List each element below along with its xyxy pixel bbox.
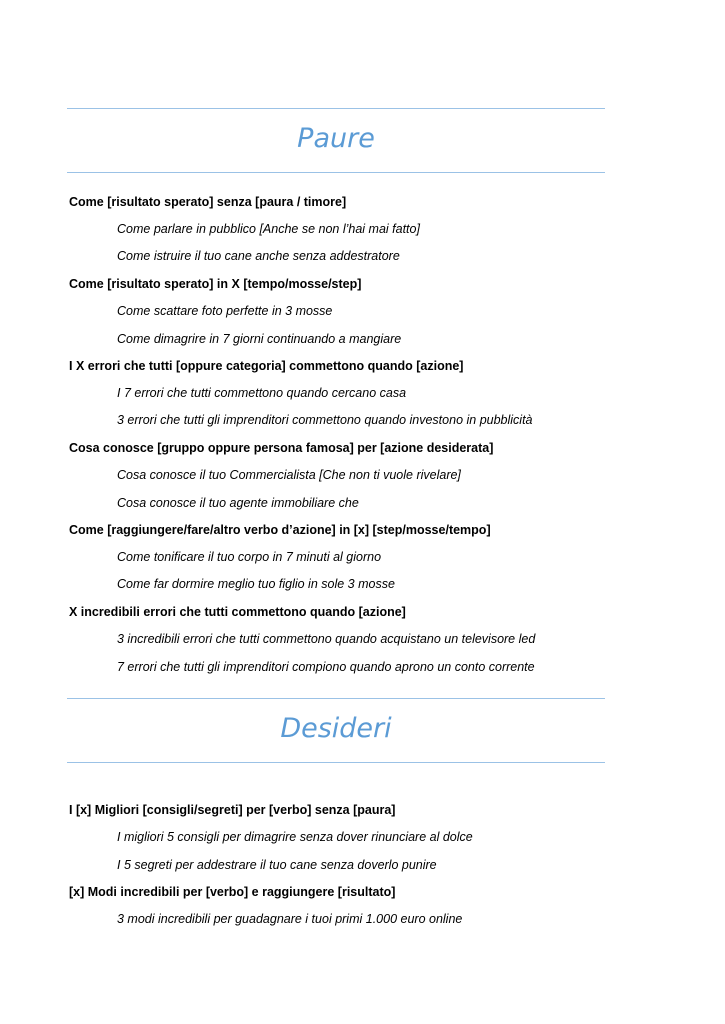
pattern-heading: Come [risultato sperato] senza [paura / timore] — [69, 195, 347, 209]
pattern-example: Come dimagrire in 7 giorni continuando a mangiare — [117, 332, 402, 346]
section-title-desideri: Desideri — [280, 713, 392, 744]
title-rule-top — [67, 698, 605, 699]
pattern-example: 7 errori che tutti gli imprenditori compiono quando aprono un conto corrente — [117, 660, 535, 674]
pattern-example: Come tonificare il tuo corpo in 7 minuti al giorno — [117, 550, 382, 564]
pattern-example: Cosa conosce il tuo agente immobiliare che — [117, 496, 359, 510]
section-title-paure: Paure — [297, 123, 375, 154]
pattern-heading: I X errori che tutti [oppure categoria] commettono quando [azione] — [69, 359, 464, 373]
pattern-example: I migliori 5 consigli per dimagrire senza dover rinunciare al dolce — [117, 830, 473, 844]
pattern-example: I 5 segreti per addestrare il tuo cane senza doverlo punire — [117, 858, 437, 872]
title-rule-bottom — [67, 172, 605, 173]
pattern-heading: Come [risultato sperato] in X [tempo/mosse/step] — [69, 277, 362, 291]
pattern-example: Come parlare in pubblico [Anche se non l’hai mai fatto] — [117, 222, 420, 236]
pattern-example: I 7 errori che tutti commettono quando cercano casa — [117, 386, 407, 400]
title-rule-bottom — [67, 762, 605, 763]
pattern-heading: Cosa conosce [gruppo oppure persona famosa] per [azione desiderata] — [69, 441, 494, 455]
pattern-example: 3 errori che tutti gli imprenditori commettono quando investono in pubblicità — [117, 413, 533, 427]
pattern-example: Come istruire il tuo cane anche senza addestratore — [117, 249, 400, 263]
pattern-heading: Come [raggiungere/fare/altro verbo d’azione] in [x] [step/mosse/tempo] — [69, 523, 491, 537]
pattern-example: 3 incredibili errori che tutti commettono quando acquistano un televisore led — [117, 632, 536, 646]
pattern-example: 3 modi incredibili per guadagnare i tuoi primi 1.000 euro online — [117, 912, 463, 926]
pattern-example: Come scattare foto perfette in 3 mosse — [117, 304, 333, 318]
pattern-heading: X incredibili errori che tutti commettono quando [azione] — [69, 605, 406, 619]
title-rule-top — [67, 108, 605, 109]
pattern-heading: [x] Modi incredibili per [verbo] e raggiungere [risultato] — [69, 885, 396, 899]
pattern-heading: I [x] Migliori [consigli/segreti] per [verbo] senza [paura] — [69, 803, 396, 817]
pattern-example: Come far dormire meglio tuo figlio in sole 3 mosse — [117, 577, 395, 591]
pattern-example: Cosa conosce il tuo Commercialista [Che non ti vuole rivelare] — [117, 468, 461, 482]
